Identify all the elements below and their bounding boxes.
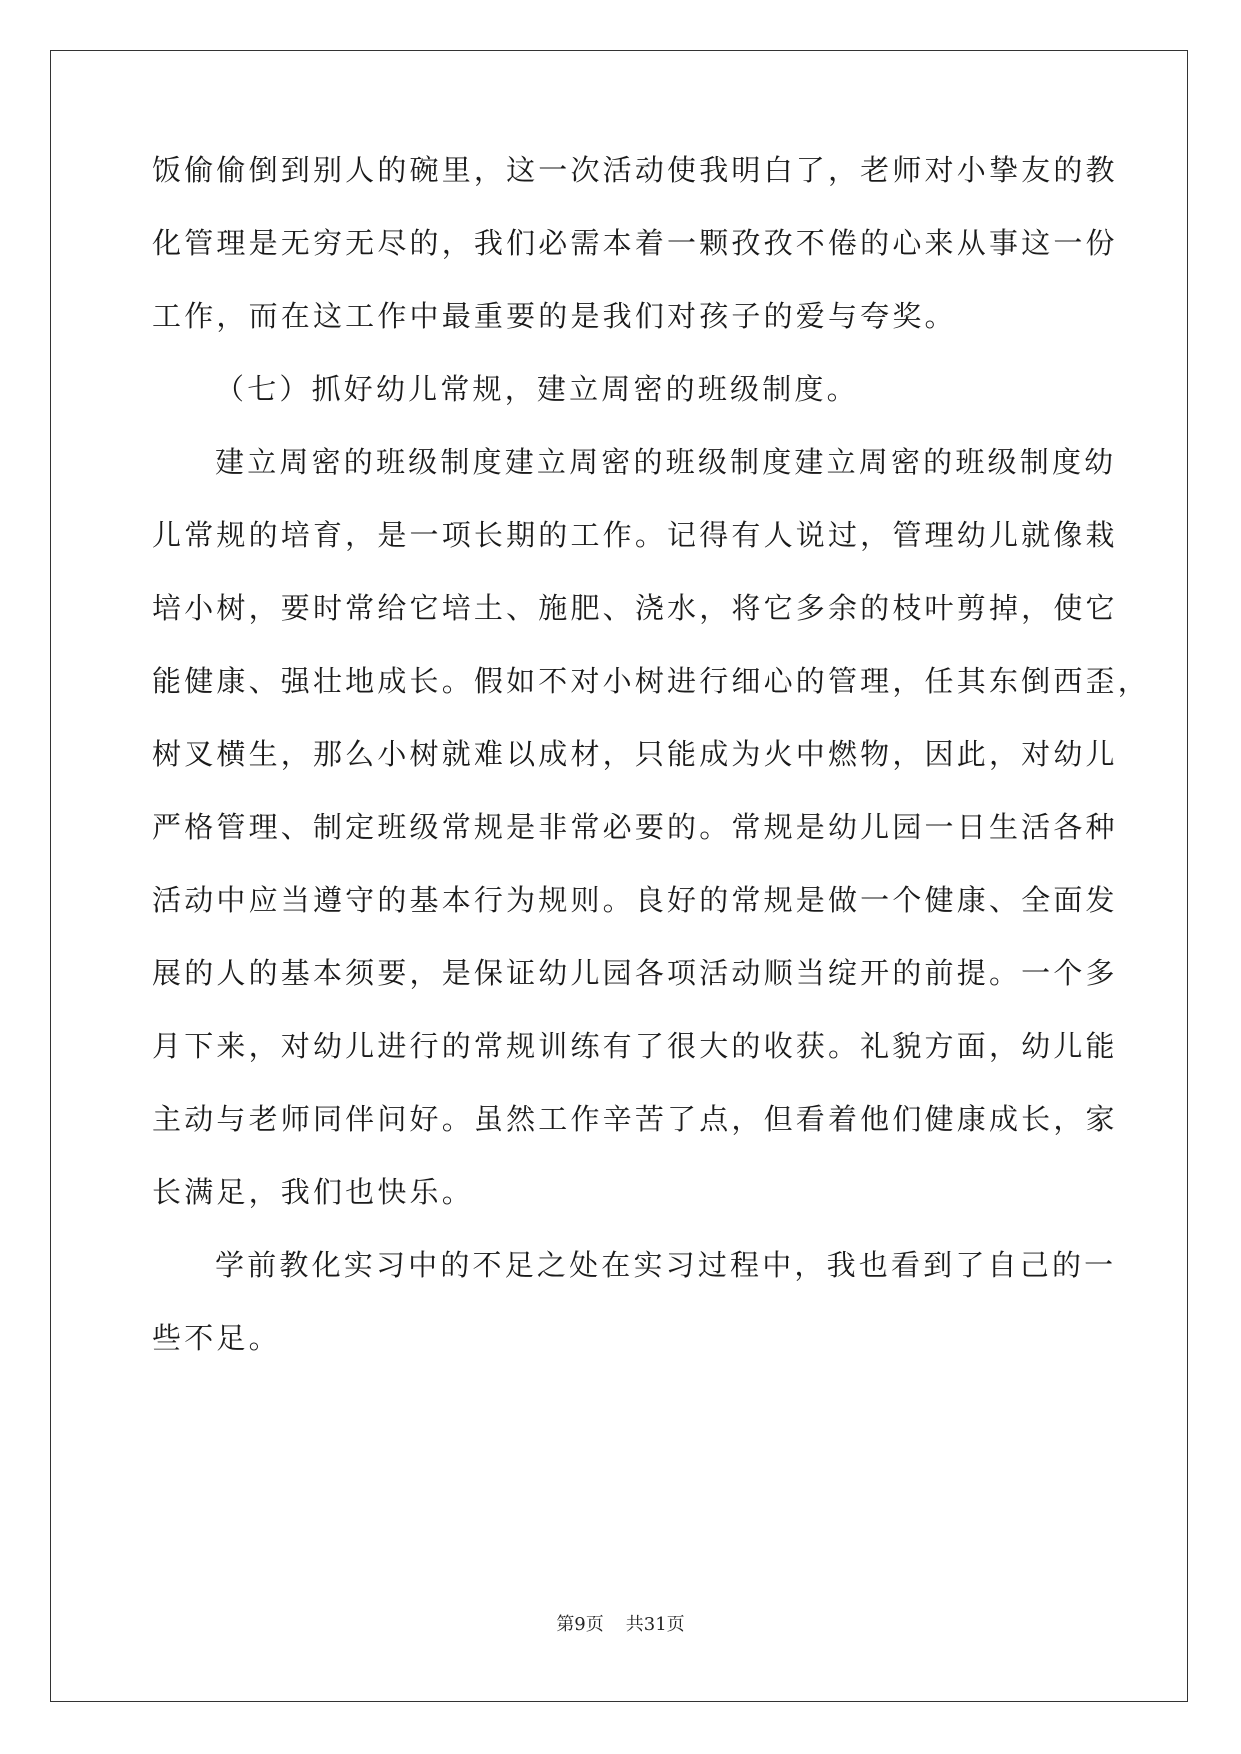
paragraph-line: 活动中应当遵守的基本行为规则。良好的常规是做一个健康、全面发	[152, 883, 1118, 917]
section-heading: （七）抓好幼儿常规，建立周密的班级制度。	[215, 372, 859, 406]
paragraph-line: 些不足。	[152, 1321, 281, 1355]
paragraph-line: 学前教化实习中的不足之处在实习过程中，我也看到了自己的一	[215, 1248, 1117, 1282]
page-number-total: 共31页	[625, 1614, 685, 1635]
paragraph-line: 化管理是无穷无尽的，我们必需本着一颗孜孜不倦的心来从事这一份	[152, 226, 1118, 260]
paragraph-line: 严格管理、制定班级常规是非常必要的。常规是幼儿园一日生活各种	[152, 810, 1118, 844]
paragraph-line: 饭偷偷倒到别人的碗里，这一次活动使我明白了，老师对小挚友的教	[152, 153, 1118, 187]
paragraph-line: 展的人的基本须要，是保证幼儿园各项活动顺当绽开的前提。一个多	[152, 956, 1118, 990]
page-number-current: 第9页	[556, 1614, 604, 1635]
paragraph-line: 树叉横生，那么小树就难以成材，只能成为火中燃物，因此，对幼儿	[152, 737, 1118, 771]
paragraph-line: 能健康、强壮地成长。假如不对小树进行细心的管理，任其东倒西歪，	[152, 664, 1150, 698]
paragraph-line: 培小树，要时常给它培土、施肥、浇水，将它多余的枝叶剪掉，使它	[152, 591, 1118, 625]
paragraph-line: 主动与老师同伴问好。虽然工作辛苦了点，但看着他们健康成长，家	[152, 1102, 1118, 1136]
paragraph-line: 月下来，对幼儿进行的常规训练有了很大的收获。礼貌方面，幼儿能	[152, 1029, 1118, 1063]
paragraph-line: 儿常规的培育，是一项长期的工作。记得有人说过，管理幼儿就像栽	[152, 518, 1118, 552]
page-footer	[0, 1614, 1241, 1636]
paragraph-line: 建立周密的班级制度建立周密的班级制度建立周密的班级制度幼	[215, 445, 1117, 479]
paragraph-line: 工作，而在这工作中最重要的是我们对孩子的爱与夸奖。	[152, 299, 957, 333]
paragraph-line: 长满足，我们也快乐。	[152, 1175, 474, 1209]
